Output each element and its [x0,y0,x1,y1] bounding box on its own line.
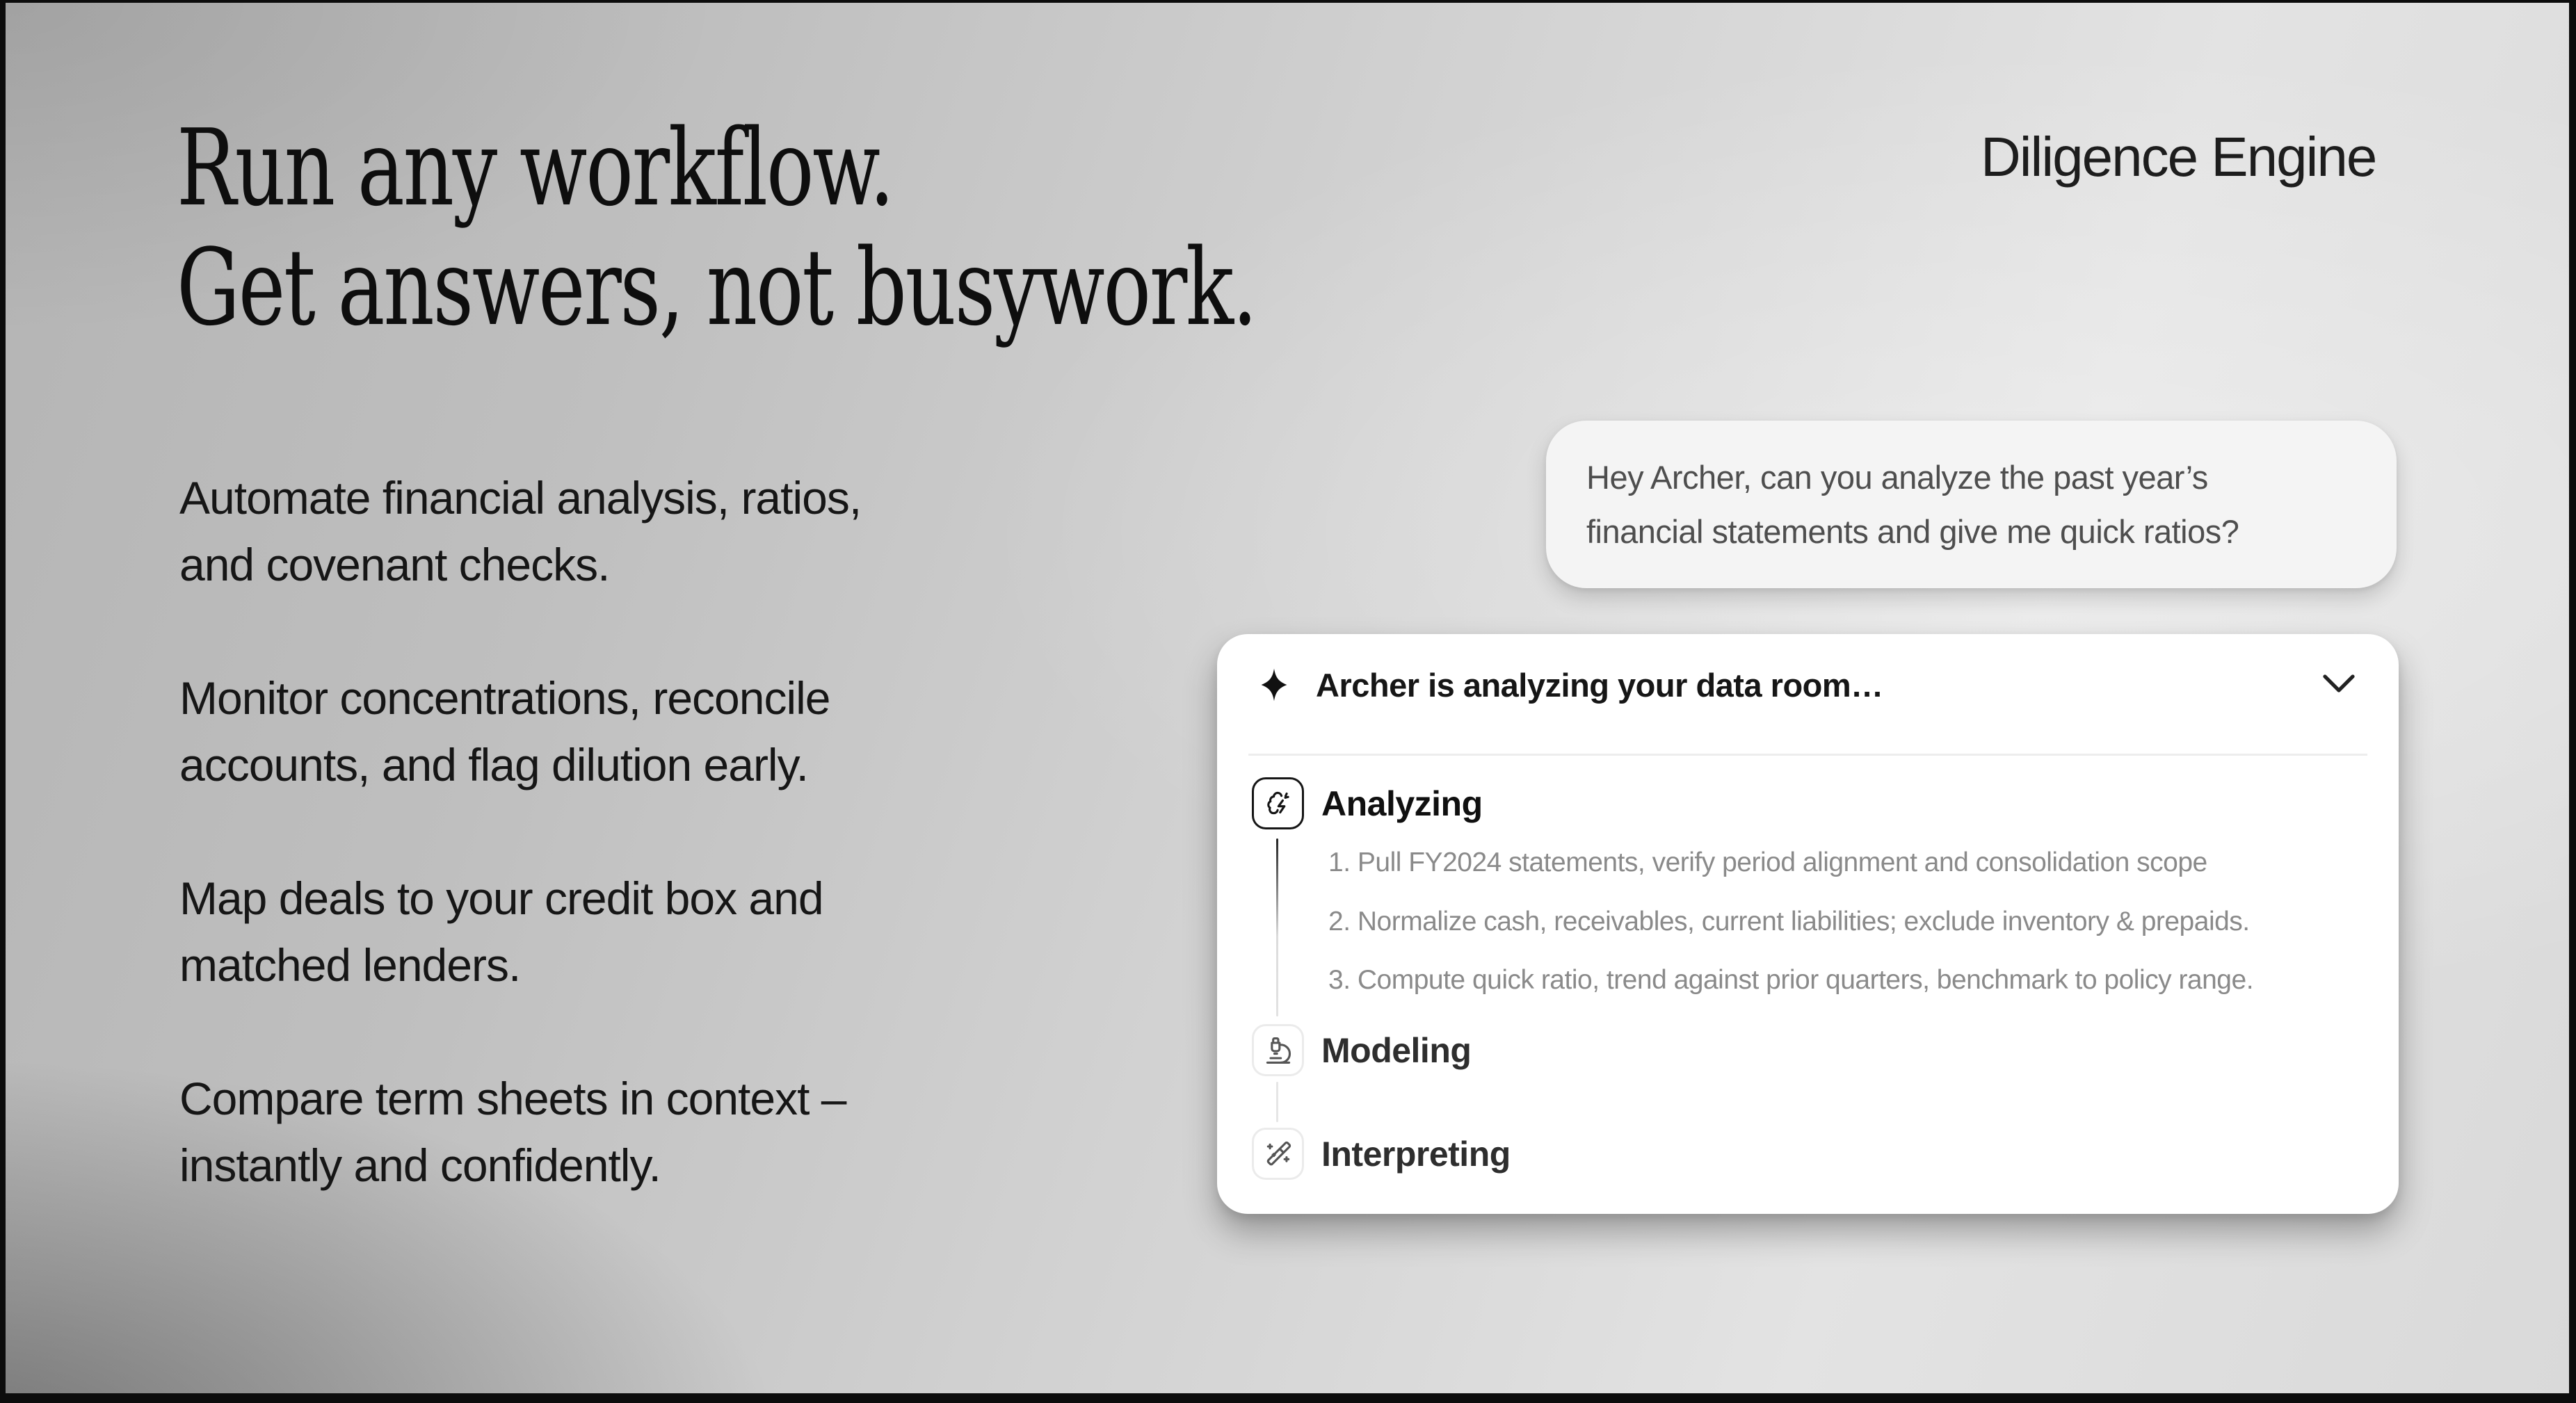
value-prop-4: Compare term sheets in context – instantly and confidently. [179,1073,846,1191]
value-prop-1: Automate financial analysis, ratios, and covenant checks. [179,472,862,590]
card-status-title: Archer is analyzing your data room… [1316,667,1883,704]
brand-title: Diligence Engine [1981,126,2376,188]
user-chat-bubble [1546,421,2397,588]
wand-sparkles-icon [1263,1139,1294,1169]
step-interpreting-label[interactable]: Interpreting [1321,1134,1511,1174]
value-prop-2: Monitor concentrations, reconcile accounts, and flag dilution early. [179,672,830,790]
chevron-down-icon[interactable] [2322,673,2356,694]
sparkle-icon [1256,663,1292,706]
card-divider [1248,754,2367,756]
step-analyzing-row[interactable] [1252,777,1304,829]
substep-2: 2. Normalize cash, receivables, current liabilities; exclude inventory & prepaids. [1328,907,2250,936]
step-analyzing-label[interactable]: Analyzing [1321,784,1483,823]
value-prop-3: Map deals to your credit box and matched lenders. [179,873,823,991]
headline-line-2: Get answers, not busywork. [177,226,1256,349]
step-modeling-label[interactable]: Modeling [1321,1030,1472,1070]
card-status-header[interactable] [1217,634,2399,754]
substep-1: 1. Pull FY2024 statements, verify period alignment and consolidation scope [1328,848,2207,877]
assistant-status-card [1217,634,2399,1214]
step-modeling-row[interactable] [1252,1024,1304,1076]
step-connector-line-2 [1276,1082,1278,1122]
headline-line-1: Run any workflow. [177,106,894,229]
user-message-line-2: financial statements and give me quick ratios? [1586,512,2239,550]
user-message-line-1: Hey Archer, can you analyze the past year’s [1586,458,2208,496]
brain-zap-icon [1263,788,1294,819]
step-interpreting-row[interactable] [1252,1128,1304,1180]
microscope-icon [1263,1035,1294,1066]
substep-3: 3. Compute quick ratio, trend against prior quarters, benchmark to policy range. [1328,965,2254,995]
value-props [179,464,1188,1265]
slide-canvas [6,3,2569,1393]
page-title [177,108,1376,348]
step-connector-line [1276,838,1278,1016]
